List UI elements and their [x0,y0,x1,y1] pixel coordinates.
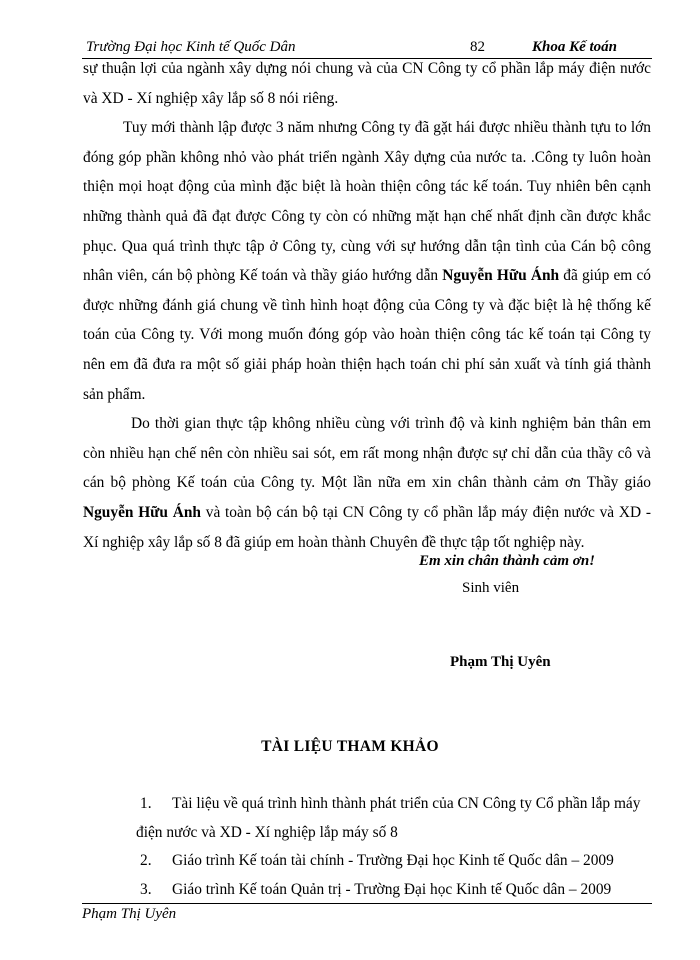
paragraph-3-text-b: và toàn bộ cán bộ tại CN Công ty cổ phần lắp máy điện nước và XD - Xí nghiệp xây lắp số 8 đã giúp em hoàn thành Chuyên đề thực tập tốt nghiệp này. [83,503,651,551]
student-signature: Phạm Thị Uyên [450,654,551,670]
reference-number: 1. [140,795,152,812]
advisor-name: Nguyễn Hữu Ánh [442,267,560,285]
reference-number: 2. [140,852,152,869]
body-text [83,54,651,557]
reference-text: Giáo trình Kế toán Quản trị - Trường Đại học Kinh tế Quốc dân – 2009 [172,880,612,898]
references-title: TÀI LIỆU THAM KHẢO [261,738,439,755]
advisor-name-2: Nguyễn Hữu Ánh [83,503,201,521]
reference-text: Tài liệu về quá trình hình thành phát triển của CN Công ty Cổ phần lắp máy điện nước và XD - Xí nghiệp lắp máy số 8 [136,795,641,841]
paragraph-3 [83,409,651,557]
header-faculty: Khoa Kế toán [532,39,618,55]
page-footer [82,903,652,923]
paragraph-2-text-b: đã giúp em có được những đánh giá chung về tình hình hoạt động của Công ty và đặc biệt là hệ thống kế toán của Công ty. Với mong muốn đóng góp vào hoàn thiện công tác kế toán tại Công ty nên em đã đưa ra một số giải pháp hoàn thiện hạch toán chi phí sản xuất và tính giá thành sản phẩm. [83,267,651,403]
reference-text: Giáo trình Kế toán tài chính - Trường Đại học Kinh tế Quốc dân – 2009 [172,852,614,869]
student-role: Sinh viên [462,580,520,596]
paragraph-3-text-a: Do thời gian thực tập không nhiều cùng với trình độ và kinh nghiệm bản thân em còn nhiều hạn chế nên còn nhiều sai sót, em rất mong nhận được sự chỉ dẫn của thầy cô và cán bộ phòng Kế toán của Công ty. Một lần nữa em xin chân thành cảm ơn Thầy giáo [83,415,651,492]
reference-item [136,790,652,847]
references-list [136,790,652,904]
paragraph-2 [83,113,651,409]
thanks-line: Em xin chân thành cảm ơn! [419,553,596,569]
paragraph-1: sự thuận lợi của ngành xây dựng nói chung và của CN Công ty cổ phần lắp máy điện nước và XD - Xí nghiệp xây lắp số 8 nói riêng. [83,60,651,107]
footer-author: Phạm Thị Uyên [82,906,177,922]
reference-item [136,876,652,905]
reference-number: 3. [140,880,152,898]
page-number: 82 [470,39,485,55]
header-university: Trường Đại học Kinh tế Quốc Dân [86,39,296,55]
paragraph-2-text-a: Tuy mới thành lập được 3 năm nhưng Công ty đã gặt hái được nhiều thành tựu to lớn đóng góp phần không nhỏ vào phát triển ngành Xây dựng của nước ta. .Công ty luôn hoàn thiện mọi hoạt động của mình đặc biệt là hoàn thiện công tác kế toán. Tuy nhiên bên cạnh những thành quả đã đạt được Công ty còn có những mặt hạn chế nhất định cần được khắc phục. Qua quá trình thực tập ở Công ty, cùng với sự hướng dẫn tận tình của Cán bộ công nhân viên, cán bộ phòng Kế toán và thầy giáo hướng dẫn [83,119,651,285]
reference-item [136,847,652,876]
